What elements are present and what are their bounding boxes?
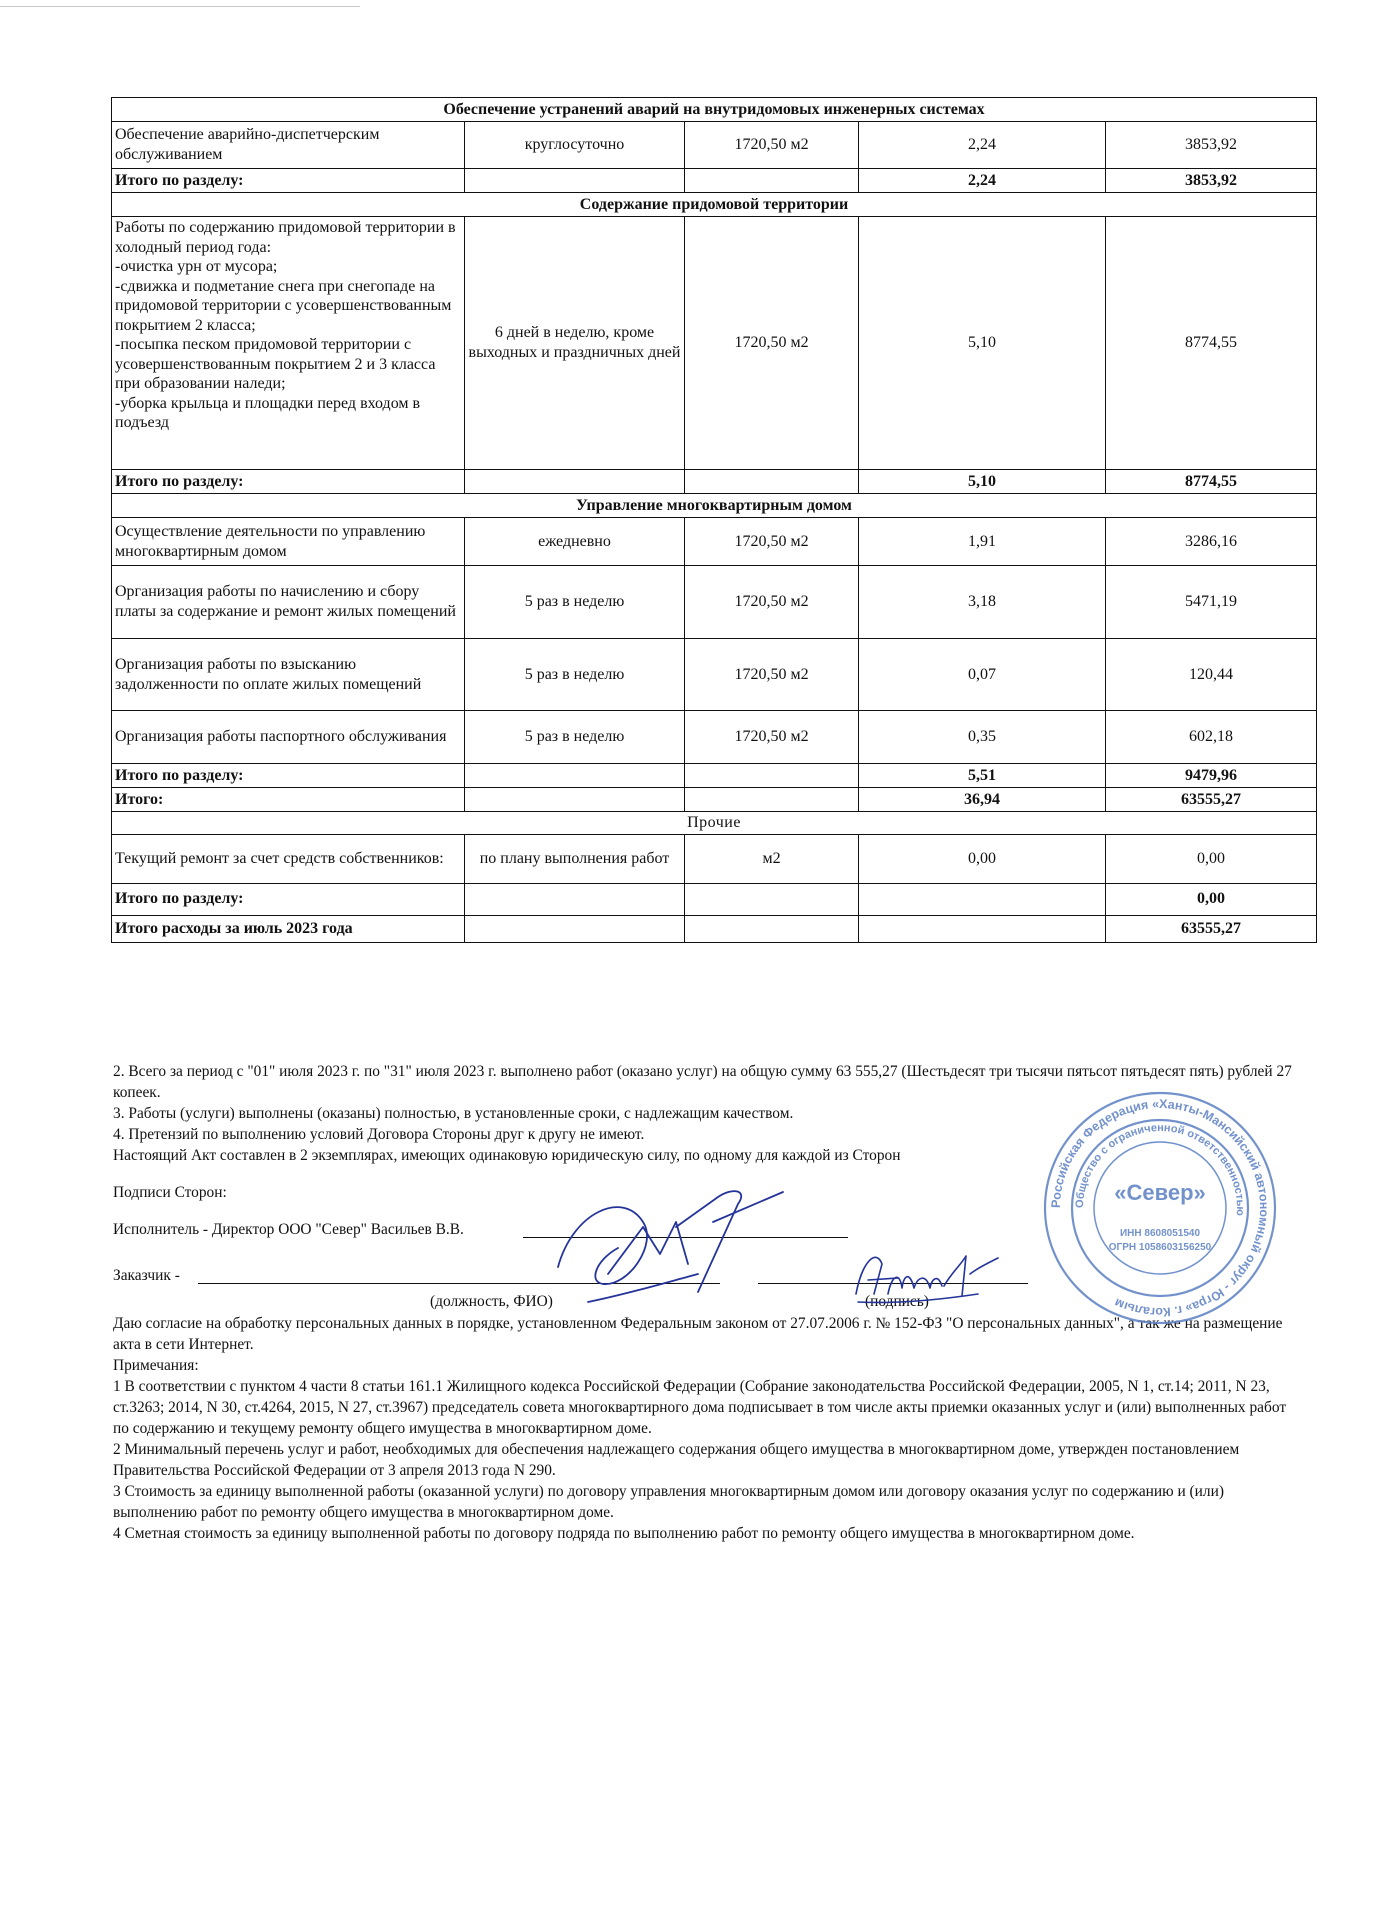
subtotal-rate: 2,24 xyxy=(859,169,1106,193)
service-rate: 0,07 xyxy=(859,639,1106,711)
empty-cell xyxy=(465,788,685,812)
table-row xyxy=(112,217,1317,470)
subtotal-row xyxy=(112,764,1317,788)
stamp-ogrn: ОГРН 1058603156250 xyxy=(1108,1242,1212,1253)
copies-statement: Настоящий Акт составлен в 2 экземплярах, имеющих одинаковую юридическую силу, по одному для каждой из Сторон xyxy=(113,1147,901,1164)
no-claims-statement: 4. Претензий по выполнению условий Договора Стороны друг к другу не имеют. xyxy=(113,1126,645,1143)
scan-edge-line xyxy=(0,6,360,7)
subtotal-rate: 5,51 xyxy=(859,764,1106,788)
total-statement: 2. Всего за период с "01" июля 2023 г. по "31" июля 2023 г. выполнено работ (оказано услуг) на общую сумму 63 555,27 (Шестьдесят три тысячи пятьсот пятьдесят пять) рублей 27 копеек. xyxy=(113,1063,1292,1101)
empty-cell xyxy=(685,915,859,942)
signatures-title: Подписи Сторон: xyxy=(113,1184,227,1201)
subtotal-label: Итого по разделу: xyxy=(112,883,465,915)
subtotal-sum: 0,00 xyxy=(1106,883,1317,915)
stamp-outer-text: Российская Федерация «Ханты-Мансийский автономный округ - Югра» г. Когалым xyxy=(1048,1096,1272,1320)
company-stamp xyxy=(1040,1088,1280,1328)
expenses-total-row xyxy=(112,915,1317,942)
service-name: Обеспечение аварийно-диспетчерским обслуживанием xyxy=(112,122,465,169)
service-frequency: ежедневно xyxy=(465,518,685,566)
service-rate: 2,24 xyxy=(859,122,1106,169)
section-title: Содержание придомовой территории xyxy=(112,193,1317,217)
stamp-inner-text: Общество с ограниченной ответственностью xyxy=(1073,1121,1247,1217)
service-name: Организация работы по начислению и сбору платы за содержание и ремонт жилых помещений xyxy=(112,566,465,639)
notes-title: Примечания: xyxy=(113,1357,199,1374)
note-4: 4 Сметная стоимость за единицу выполненной работы по договору подряда по выполнению работ по ремонту общего имущества в многоквартирном доме. xyxy=(113,1525,1135,1542)
executor-signature xyxy=(548,1182,788,1312)
table-row xyxy=(112,122,1317,169)
subtotal-sum: 8774,55 xyxy=(1106,470,1317,494)
service-sum: 3286,16 xyxy=(1106,518,1317,566)
quality-statement: 3. Работы (услуги) выполнены (оказаны) полностью, в установленные сроки, с надлежащим качеством. xyxy=(113,1105,794,1122)
service-area: 1720,50 м2 xyxy=(685,566,859,639)
section-title: Прочие xyxy=(112,812,1317,835)
note-3: 3 Стоимость за единицу выполненной работы (оказанной услуги) по договору управления многоквартирным домом или договору оказания услуг по содержанию и (или) выполнению работ по ремонту общего имущества в многоквартирном доме. xyxy=(113,1483,1224,1521)
subtotal-label: Итого по разделу: xyxy=(112,470,465,494)
grand-total-row xyxy=(112,788,1317,812)
customer-label: Заказчик - xyxy=(113,1267,180,1284)
section-header-row xyxy=(112,193,1317,217)
consent-statement: Даю согласие на обработку персональных данных в порядке, установленном Федеральным законом от 27.07.2006 г. № 152-ФЗ "О персональных данных", а так же на размещение акта в сети Интернет. xyxy=(113,1315,1283,1353)
service-area: 1720,50 м2 xyxy=(685,518,859,566)
service-frequency: 5 раз в неделю xyxy=(465,639,685,711)
subtotal-label: Итого по разделу: xyxy=(112,764,465,788)
grand-total-label: Итого: xyxy=(112,788,465,812)
service-frequency: по плану выполнения работ xyxy=(465,834,685,883)
service-frequency: 5 раз в неделю xyxy=(465,566,685,639)
empty-cell xyxy=(465,169,685,193)
services-table xyxy=(111,97,1317,943)
stamp-inn: ИНН 8608051540 xyxy=(1119,1228,1201,1239)
caption-signature: (подпись) xyxy=(865,1293,929,1310)
empty-cell xyxy=(685,470,859,494)
subtotal-row xyxy=(112,883,1317,915)
service-sum: 602,18 xyxy=(1106,711,1317,764)
service-name: Организация работы паспортного обслуживания xyxy=(112,711,465,764)
section-title: Обеспечение устранений аварий на внутридомовых инженерных системах xyxy=(112,98,1317,122)
empty-cell xyxy=(685,788,859,812)
empty-cell xyxy=(685,883,859,915)
empty-cell xyxy=(465,764,685,788)
table-row xyxy=(112,518,1317,566)
service-name: Текущий ремонт за счет средств собственников: xyxy=(112,834,465,883)
empty-cell xyxy=(465,883,685,915)
grand-total-rate: 36,94 xyxy=(859,788,1106,812)
service-sum: 5471,19 xyxy=(1106,566,1317,639)
subtotal-row xyxy=(112,169,1317,193)
empty-cell xyxy=(685,169,859,193)
service-area: 1720,50 м2 xyxy=(685,711,859,764)
subtotal-label: Итого по разделу: xyxy=(112,169,465,193)
service-rate: 5,10 xyxy=(859,217,1106,470)
service-rate: 3,18 xyxy=(859,566,1106,639)
empty-cell xyxy=(685,764,859,788)
section-header-row xyxy=(112,98,1317,122)
service-name: Работы по содержанию придомовой территории в холодный период года: -очистка урн от мусора; -сдвижка и подметание снега при снегопаде на придомовой территории с усовершенствованным покрытием 2 класса; -посыпка песком придомовой территории с усовершенствованным покрытием 2 и 3 класса при образовании наледи; -уборка крыльца и площадки перед входом в подъезд xyxy=(112,217,465,470)
subtotal-row xyxy=(112,470,1317,494)
service-sum: 8774,55 xyxy=(1106,217,1317,470)
section-header-row xyxy=(112,812,1317,835)
subtotal-rate: 5,10 xyxy=(859,470,1106,494)
empty-cell xyxy=(465,470,685,494)
subtotal-sum: 3853,92 xyxy=(1106,169,1317,193)
table-row xyxy=(112,639,1317,711)
caption-position: (должность, ФИО) xyxy=(430,1293,553,1310)
section-header-row xyxy=(112,494,1317,518)
service-area: м2 xyxy=(685,834,859,883)
service-rate: 0,00 xyxy=(859,834,1106,883)
grand-total-sum: 63555,27 xyxy=(1106,788,1317,812)
service-area: 1720,50 м2 xyxy=(685,639,859,711)
empty-cell xyxy=(859,915,1106,942)
expenses-total-label: Итого расходы за июль 2023 года xyxy=(112,915,465,942)
table-row xyxy=(112,834,1317,883)
executor-label: Исполнитель - Директор ООО "Север" Васильев В.В. xyxy=(113,1221,464,1238)
service-rate: 0,35 xyxy=(859,711,1106,764)
service-rate: 1,91 xyxy=(859,518,1106,566)
customer-signature xyxy=(848,1244,1008,1314)
service-area: 1720,50 м2 xyxy=(685,217,859,470)
service-name: Организация работы по взысканию задолженности по оплате жилых помещений xyxy=(112,639,465,711)
service-frequency: 6 дней в неделю, кроме выходных и праздничных дней xyxy=(465,217,685,470)
expenses-total-sum: 63555,27 xyxy=(1106,915,1317,942)
service-frequency: круглосуточно xyxy=(465,122,685,169)
service-name: Осуществление деятельности по управлению многоквартирным домом xyxy=(112,518,465,566)
empty-cell xyxy=(859,883,1106,915)
table-row xyxy=(112,711,1317,764)
table-row xyxy=(112,566,1317,639)
empty-cell xyxy=(465,915,685,942)
service-sum: 0,00 xyxy=(1106,834,1317,883)
stamp-company-name: «Север» xyxy=(1114,1180,1206,1205)
service-area: 1720,50 м2 xyxy=(685,122,859,169)
service-frequency: 5 раз в неделю xyxy=(465,711,685,764)
service-sum: 3853,92 xyxy=(1106,122,1317,169)
note-2: 2 Минимальный перечень услуг и работ, необходимых для обеспечения надлежащего содержания общего имущества в многоквартирном доме, утвержден постановлением Правительства Российской Федерации от 3 апреля 2013 года N 290. xyxy=(113,1441,1240,1479)
subtotal-sum: 9479,96 xyxy=(1106,764,1317,788)
service-sum: 120,44 xyxy=(1106,639,1317,711)
note-1: 1 В соответствии с пунктом 4 части 8 статьи 161.1 Жилищного кодекса Российской Федерации (Собрание законодательства Российской Федерации, 2005, N 1, ст.14; 2011, N 23, ст.3263; 2014, N 30, ст.4264, 2015, N 27, ст.3967) председатель совета многоквартирного дома подписывает в том числе акты приемки оказанных услуг и (или) выполненных работ по содержанию и текущему ремонту общего имущества в многоквартирном доме. xyxy=(113,1378,1287,1437)
section-title: Управление многоквартирным домом xyxy=(112,494,1317,518)
